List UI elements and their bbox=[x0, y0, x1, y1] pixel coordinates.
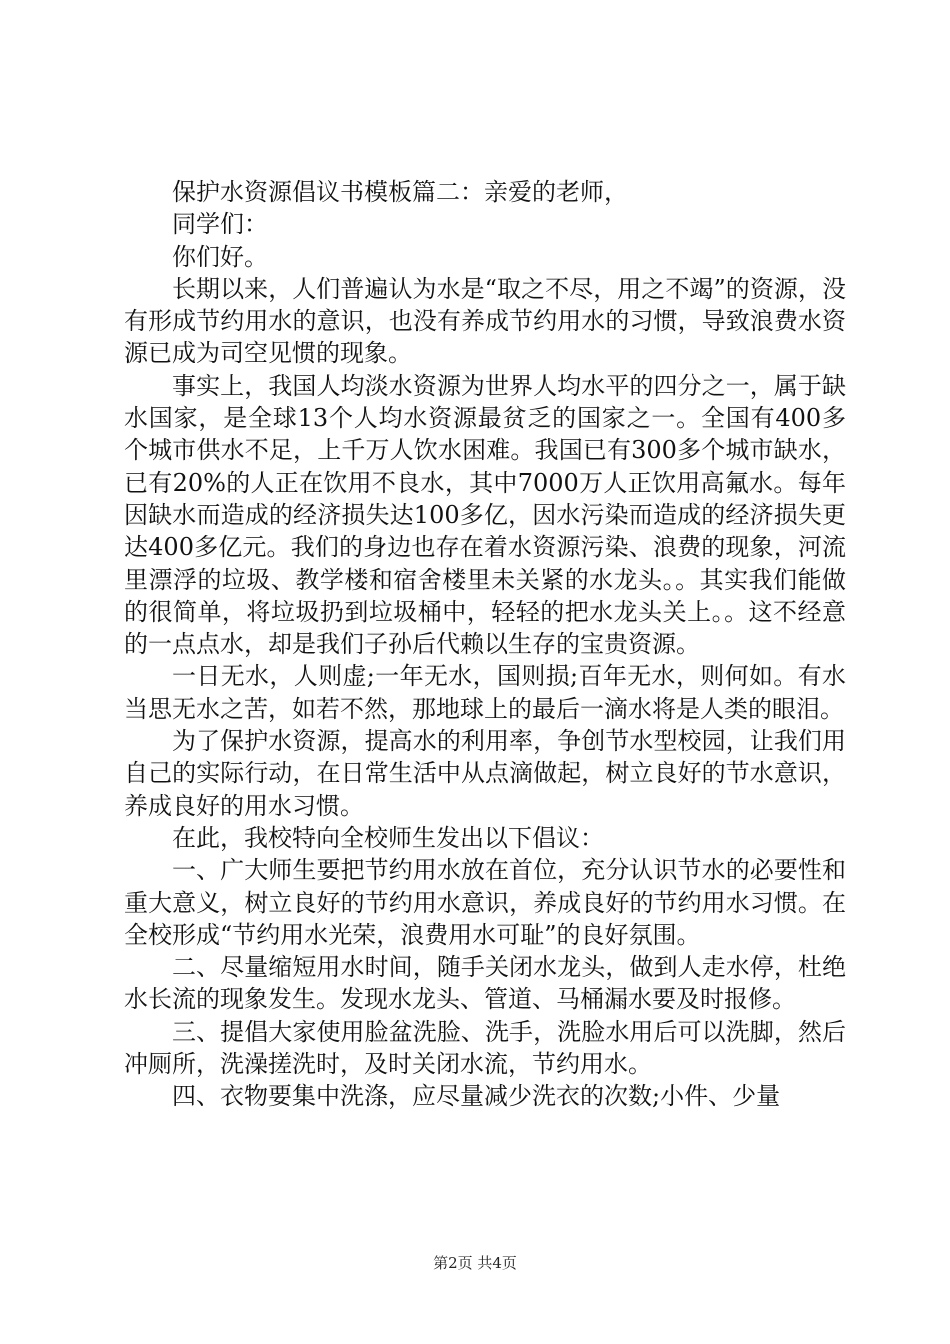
paragraph-3: 你们好。 bbox=[172, 242, 268, 271]
paragraph-11: 三、提倡大家使用脸盆洗脸、洗手，洗脸水用后可以洗脚，然后冲厕所，洗澡搓洗时，及时关闭水流，节约用水。 bbox=[124, 1017, 846, 1079]
paragraph-12: 四、衣物要集中洗涤，应尽量减少洗衣的次数;小件、少量 bbox=[172, 1082, 781, 1111]
paragraph-6: 一日无水，人则虚;一年无水，国则损;百年无水，则何如。有水当思无水之苦，如若不然，那地球上的最后一滴水将是人类的眼泪。 bbox=[124, 662, 846, 723]
paragraph-4: 长期以来，人们普遍认为水是“取之不尽，用之不竭”的资源，没有形成节约用水的意识，也没有养成节约用水的习惯，导致浪费水资源已成为司空见惯的现象。 bbox=[124, 274, 846, 368]
page-footer: 第2页 共4页 bbox=[433, 1254, 517, 1272]
paragraph-2: 同学们： bbox=[172, 210, 268, 239]
paragraph-1: 保护水资源倡议书模板篇二：亲爱的老师， bbox=[172, 178, 628, 206]
paragraph-9: 一、广大师生要把节约用水放在首位，充分认识节水的必要性和重大意义，树立良好的节约用水意识，养成良好的节约用水习惯。在全校形成“节约用水光荣，浪费用水可耻”的良好氛围。 bbox=[124, 856, 846, 949]
paragraph-7: 为了保护水资源，提高水的利用率，争创节水型校园，让我们用自己的实际行动，在日常生活中从点滴做起，树立良好的节水意识，养成良好的用水习惯。 bbox=[124, 727, 846, 820]
document-body bbox=[124, 176, 846, 1113]
paragraph-8: 在此，我校特向全校师生发出以下倡议： bbox=[172, 823, 604, 852]
paragraph-5: 事实上，我国人均淡水资源为世界人均水平的四分之一，属于缺水国家，是全球13个人均水资源最贫乏的国家之一。全国有400多个城市供水不足，上千万人饮水困难。我国已有300多个城市缺水，已有20%的人正在饮用不良水，其中7000万人正饮用高氟水。每年因缺水而造成的经济损失达100多亿，因水污染而造成的经济损失更达400多亿元。我们的身边也存在着水资源污染、浪费的现象，河流里漂浮的垃圾、教学楼和宿舍楼里未关紧的水龙头。。其实我们能做的很简单，将垃圾扔到垃圾桶中，轻轻的把水龙头关上。。这不经意的一点点水，却是我们子孙后代赖以生存的宝贵资源。 bbox=[124, 371, 846, 659]
paragraph-10: 二、尽量缩短用水时间，随手关闭水龙头，做到人走水停，杜绝水长流的现象发生。发现水龙头、管道、马桶漏水要及时报修。 bbox=[124, 953, 846, 1014]
